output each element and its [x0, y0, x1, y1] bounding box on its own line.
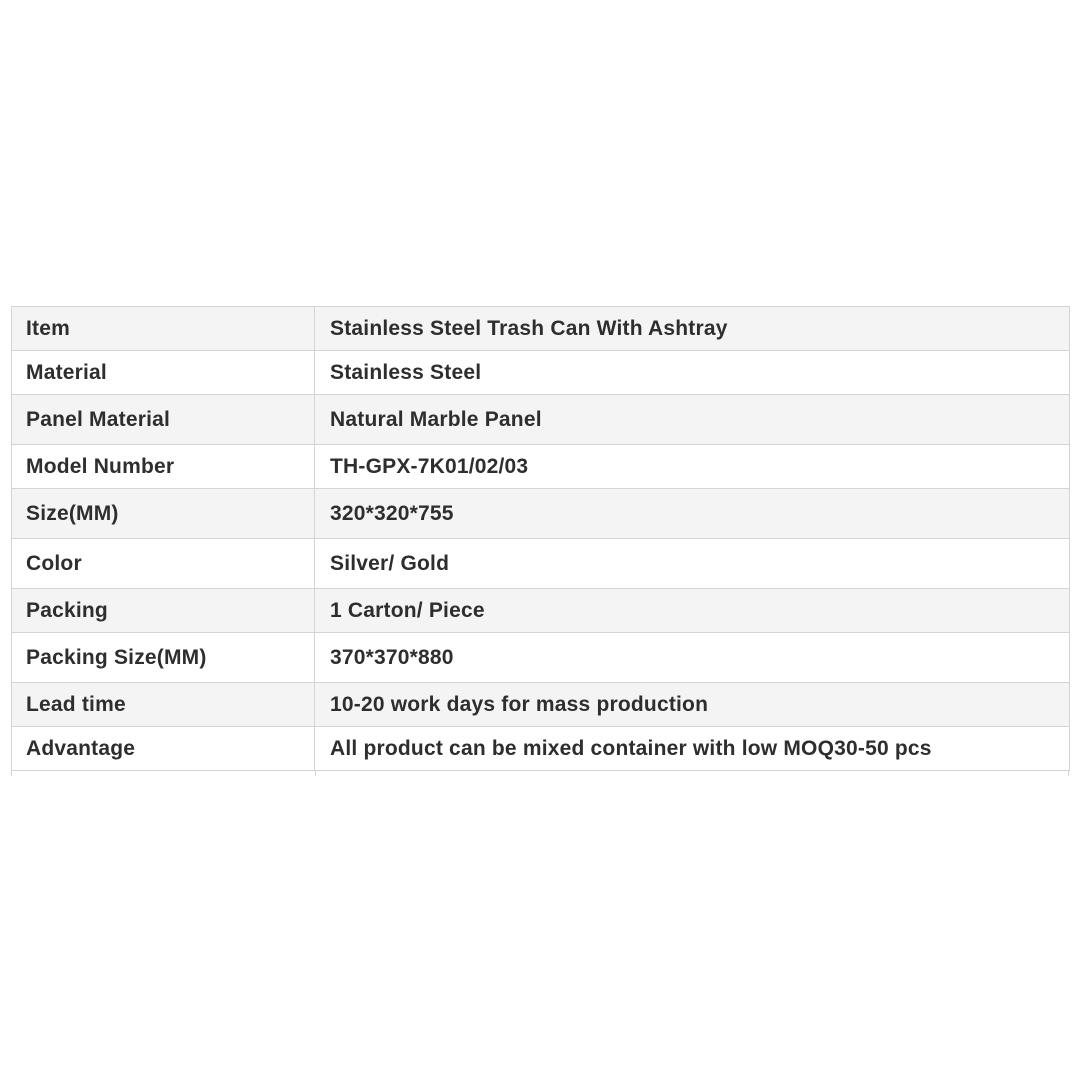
row-label: Lead time: [12, 683, 315, 727]
table-row: [12, 633, 1070, 683]
table-row: [12, 395, 1070, 445]
row-label: Item: [12, 307, 315, 351]
row-label: Panel Material: [12, 395, 315, 445]
row-value: 1 Carton/ Piece: [315, 589, 1070, 633]
row-value: TH-GPX-7K01/02/03: [315, 445, 1070, 489]
table-row: [12, 489, 1070, 539]
row-value: 320*320*755: [315, 489, 1070, 539]
table-row: [12, 589, 1070, 633]
row-value: Stainless Steel Trash Can With Ashtray: [315, 307, 1070, 351]
row-label: Color: [12, 539, 315, 589]
row-label: Model Number: [12, 445, 315, 489]
product-spec-table: [11, 306, 1070, 771]
column-divider: [315, 770, 316, 776]
table-row: [12, 727, 1070, 771]
row-value: Silver/ Gold: [315, 539, 1070, 589]
row-label: Advantage: [12, 727, 315, 771]
row-label: Packing: [12, 589, 315, 633]
table-row: [12, 307, 1070, 351]
row-label: Material: [12, 351, 315, 395]
row-value: 370*370*880: [315, 633, 1070, 683]
row-label: Size(MM): [12, 489, 315, 539]
row-value: 10-20 work days for mass production: [315, 683, 1070, 727]
table-row: [12, 351, 1070, 395]
table-cut-edge: [11, 770, 1069, 776]
table-row: [12, 445, 1070, 489]
table-row: [12, 683, 1070, 727]
table-row: [12, 539, 1070, 589]
row-value: Stainless Steel: [315, 351, 1070, 395]
row-label: Packing Size(MM): [12, 633, 315, 683]
row-value: All product can be mixed container with low MOQ30-50 pcs: [315, 727, 1070, 771]
row-value: Natural Marble Panel: [315, 395, 1070, 445]
